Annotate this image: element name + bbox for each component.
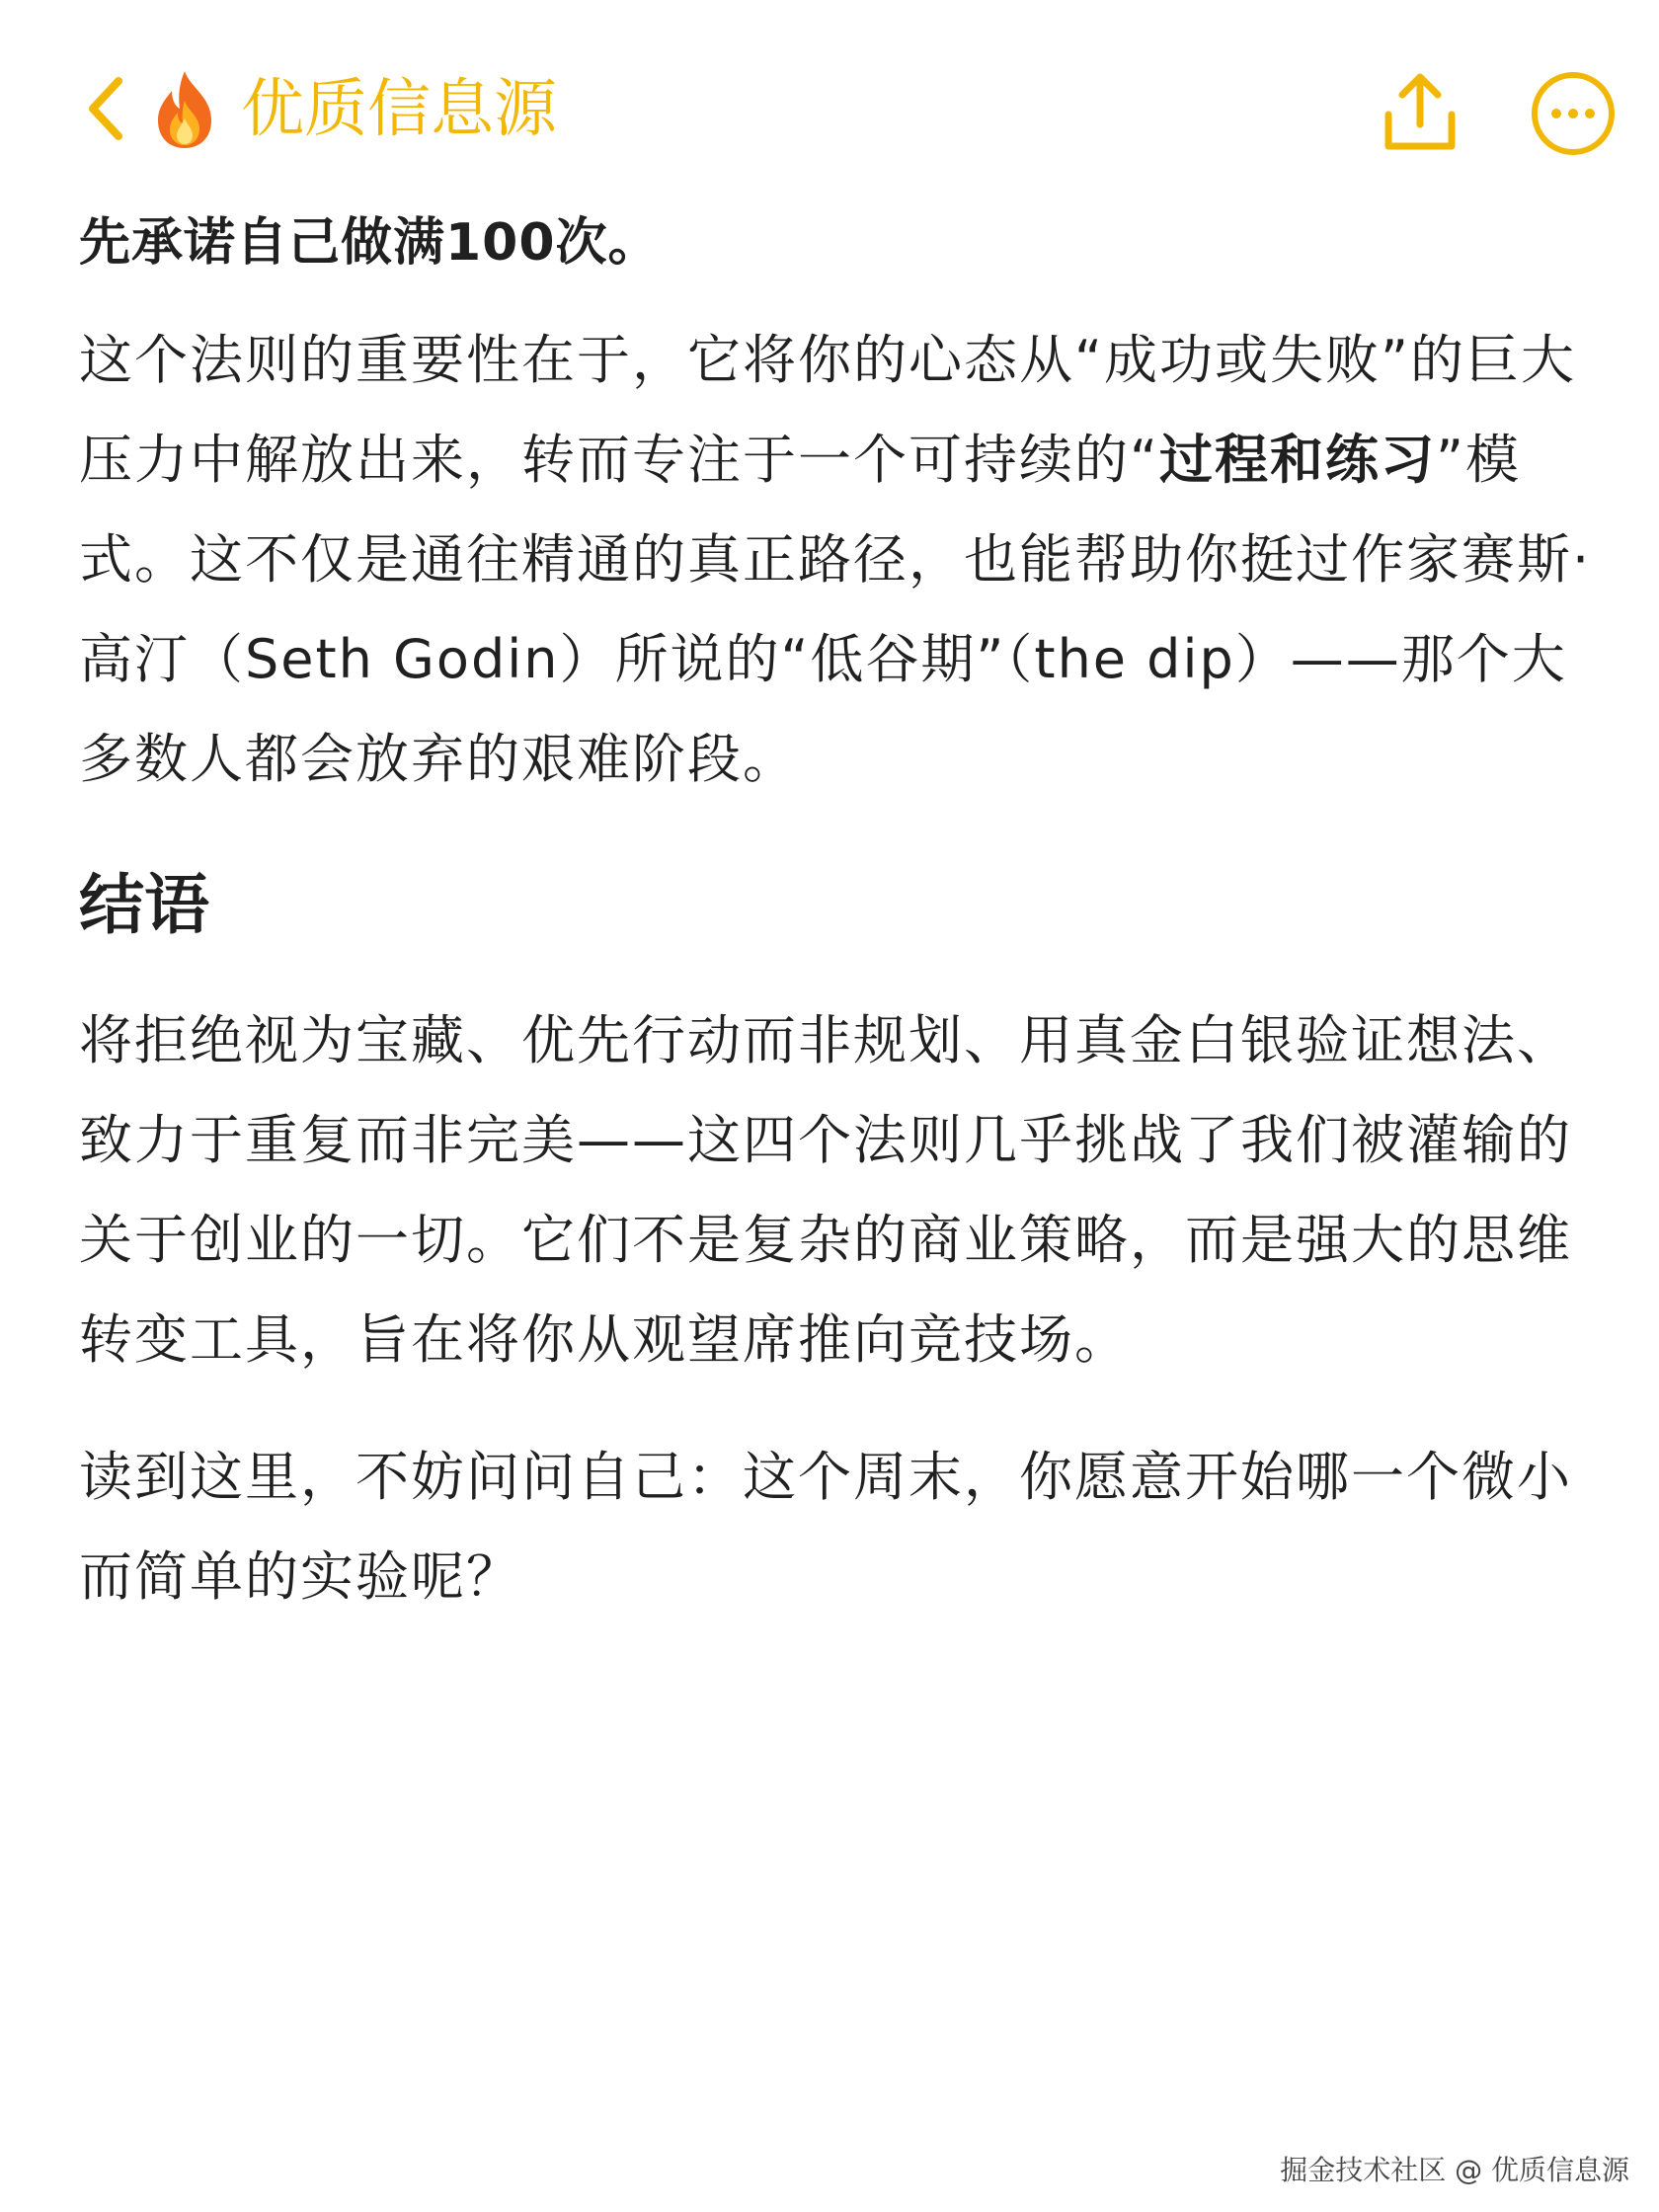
share-button[interactable] [1375, 67, 1465, 158]
chevron-left-icon [81, 69, 130, 148]
back-button[interactable] [81, 69, 130, 148]
paragraph-1 [79, 310, 1600, 809]
top-bar [0, 0, 1659, 198]
page-title: 优质信息源 [241, 73, 557, 146]
watermark: 掘金技术社区 @ 优质信息源 [1280, 2154, 1629, 2186]
paragraph-1-text-b: ”模式。这不仅是通往精通的真正路径，也能帮助你挺过作家赛斯·高汀（Seth Godin）所说的“低谷期”（the dip）——那个大多数人都会放弃的艰难阶段。 [79, 429, 1592, 790]
section-heading: 结语 [79, 867, 209, 943]
fire-icon [150, 67, 219, 150]
paragraph-2: 将拒绝视为宝藏、优先行动而非规划、用真金白银验证想法、致力于重复而非完美——这四个法则几乎挑战了我们被灌输的关于创业的一切。它们不是复杂的商业策略，而是强大的思维转变工具，旨在将你从观望席推向竞技场。 [79, 1009, 1572, 1371]
paragraph-1-text-a: 这个法则的重要性在于，它将你的心态从“成功或失败”的巨大压力中解放出来，转而专注于一个可持续的“ [79, 329, 1576, 491]
note-body[interactable] [79, 194, 1600, 1664]
more-button[interactable] [1529, 69, 1618, 158]
share-icon [1375, 67, 1465, 158]
paragraph-1-bold: 过程和练习 [1158, 429, 1436, 491]
more-icon [1529, 69, 1618, 158]
lead-sentence: 先承诺自己做满100次。 [79, 213, 661, 273]
paragraph-3: 读到这里，不妨问问自己：这个周末，你愿意开始哪一个微小而简单的实验呢？ [79, 1446, 1572, 1608]
